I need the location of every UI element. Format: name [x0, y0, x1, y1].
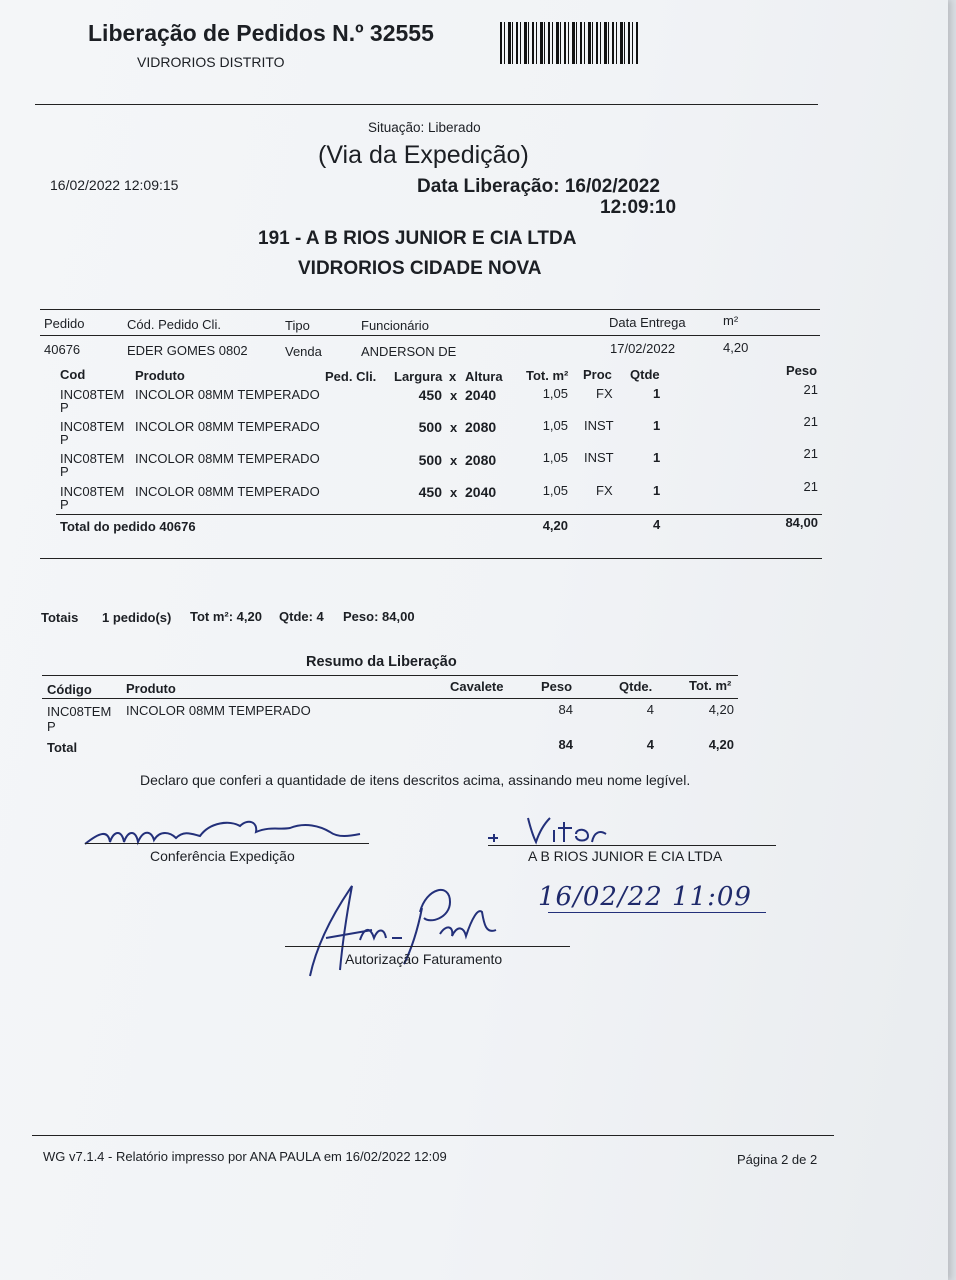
col-ped-cli: Ped. Cli.: [325, 369, 377, 384]
declaration-text: Declaro que conferi a quantidade de itens descritos acima, assinando meu nome legível.: [140, 772, 691, 788]
footer-page: Página 2 de 2: [737, 1152, 818, 1167]
item-altura: 2040: [465, 484, 497, 500]
order-top-line: [40, 309, 820, 310]
item-qtde: 1: [653, 483, 661, 498]
item-largura: 500: [418, 452, 442, 468]
order-total-peso: 84,00: [785, 515, 818, 530]
col-cod: Cod: [60, 367, 86, 382]
value-funcionario: ANDERSON DE: [361, 344, 457, 359]
summary-col-tot-m2: Tot. m²: [689, 678, 732, 693]
summary-col-cavalete: Cavalete: [450, 679, 504, 694]
item-proc: INST: [584, 418, 614, 433]
item-x: x: [450, 485, 458, 500]
summary-produto: INCOLOR 08MM TEMPERADO: [126, 703, 311, 718]
item-tot-m2: 1,05: [542, 386, 568, 401]
totals-label: Totais: [41, 610, 79, 625]
item-tot-m2: 1,05: [542, 418, 568, 433]
summary-total-peso: 84: [558, 737, 573, 752]
item-cod-cont: P: [60, 400, 69, 415]
conferencia-signature: [80, 812, 380, 852]
label-funcionario: Funcionário: [361, 318, 429, 333]
footer-report: WG v7.1.4 - Relatório impresso por ANA PAULA em 16/02/2022 12:09: [43, 1149, 447, 1164]
summary-col-peso: Peso: [541, 679, 573, 694]
label-tipo: Tipo: [285, 318, 310, 333]
item-proc: FX: [596, 483, 613, 498]
release-date: Data Liberação: 16/02/2022: [417, 176, 660, 197]
label-pedido: Pedido: [44, 316, 85, 331]
date-underline: [548, 912, 766, 913]
summary-title: Resumo da Liberação: [306, 654, 457, 670]
item-peso: 21: [803, 446, 818, 461]
item-tot-m2: 1,05: [542, 483, 568, 498]
summary-qtde: 4: [646, 702, 654, 717]
item-altura: 2080: [465, 452, 497, 468]
value-pedido: 40676: [44, 342, 81, 357]
summary-peso: 84: [558, 702, 573, 717]
document-title: Liberação de Pedidos N.º 32555: [88, 20, 434, 46]
order-header-line: [40, 335, 820, 336]
item-qtde: 1: [653, 450, 661, 465]
item-largura: 500: [418, 419, 442, 435]
item-cod: INC08TEM: [60, 387, 125, 402]
autorizacao-label: Autorização Faturamento: [345, 951, 503, 967]
order-total-m2: 4,20: [542, 518, 568, 533]
footer-line: [32, 1135, 834, 1136]
col-peso: Peso: [786, 363, 818, 378]
totals-pedidos: 1 pedido(s): [102, 610, 172, 625]
col-proc: Proc: [583, 367, 612, 382]
client-signature: [480, 808, 620, 848]
item-x: x: [450, 420, 458, 435]
summary-col-codigo: Código: [47, 682, 92, 697]
status-text: Situação: Liberado: [368, 120, 481, 135]
summary-cod: INC08TEM: [47, 704, 112, 719]
label-cod-pedido-cli: Cód. Pedido Cli.: [127, 317, 221, 332]
conferencia-line: [85, 843, 369, 844]
order-total-label: Total do pedido 40676: [60, 519, 196, 534]
copy-type: (Via da Expedição): [318, 141, 529, 169]
item-cod-cont: P: [60, 464, 69, 479]
item-produto: INCOLOR 08MM TEMPERADO: [135, 484, 320, 499]
col-produto: Produto: [135, 368, 185, 383]
label-data-entrega: Data Entrega: [609, 315, 686, 330]
item-qtde: 1: [653, 386, 661, 401]
item-proc: FX: [596, 386, 613, 401]
print-datetime: 16/02/2022 12:09:15: [50, 177, 179, 193]
summary-col-produto: Produto: [126, 681, 176, 696]
item-cod-cont: P: [60, 432, 69, 447]
header-divider: [35, 104, 818, 105]
summary-total-m2: 4,20: [708, 737, 734, 752]
barcode: [500, 22, 638, 64]
client-sign-line: [488, 845, 776, 846]
item-peso: 21: [803, 414, 818, 429]
item-peso: 21: [803, 479, 818, 494]
summary-total-label: Total: [47, 740, 78, 755]
col-largura: Largura: [394, 369, 443, 384]
col-qtde: Qtde: [630, 367, 660, 382]
item-x: x: [450, 453, 458, 468]
item-largura: 450: [418, 484, 442, 500]
totals-m2: Tot m²: 4,20: [190, 609, 262, 624]
summary-cod-cont: P: [47, 719, 56, 734]
item-peso: 21: [803, 382, 818, 397]
item-cod: INC08TEM: [60, 419, 125, 434]
item-cod: INC08TEM: [60, 451, 125, 466]
summary-tot-m2: 4,20: [708, 702, 734, 717]
item-cod: INC08TEM: [60, 484, 125, 499]
label-m2: m²: [723, 313, 739, 328]
conferencia-label: Conferência Expedição: [150, 848, 295, 864]
item-proc: INST: [584, 450, 614, 465]
value-data-entrega: 17/02/2022: [610, 341, 676, 356]
summary-top-line: [42, 675, 738, 676]
value-tipo: Venda: [285, 344, 322, 359]
autorizacao-line: [285, 946, 570, 947]
item-qtde: 1: [653, 418, 661, 433]
client-branch: VIDRORIOS CIDADE NOVA: [298, 258, 542, 279]
col-x: x: [449, 369, 457, 384]
release-time: 12:09:10: [600, 197, 677, 218]
value-cod-pedido-cli: EDER GOMES 0802: [127, 343, 248, 358]
col-tot-m2: Tot. m²: [526, 368, 569, 383]
item-largura: 450: [418, 387, 442, 403]
col-altura: Altura: [465, 369, 503, 384]
item-produto: INCOLOR 08MM TEMPERADO: [135, 387, 320, 402]
totals-peso: Peso: 84,00: [343, 609, 415, 624]
item-x: x: [450, 388, 458, 403]
handwritten-date: 16/02/22 11:09: [538, 882, 752, 912]
value-m2: 4,20: [723, 340, 749, 355]
client-sign-label: A B RIOS JUNIOR E CIA LTDA: [528, 848, 723, 864]
summary-total-qtde: 4: [646, 737, 654, 752]
item-tot-m2: 1,05: [542, 450, 568, 465]
item-produto: INCOLOR 08MM TEMPERADO: [135, 451, 320, 466]
company-name: VIDRORIOS DISTRITO: [137, 54, 285, 70]
order-bottom-line: [40, 558, 822, 559]
item-cod-cont: P: [60, 497, 69, 512]
order-total-line: [56, 514, 822, 515]
summary-col-qtde: Qtde.: [619, 679, 653, 694]
item-altura: 2080: [465, 419, 497, 435]
order-total-qtde: 4: [653, 517, 661, 532]
item-produto: INCOLOR 08MM TEMPERADO: [135, 419, 320, 434]
totals-qtde: Qtde: 4: [279, 609, 324, 624]
client-name: 191 - A B RIOS JUNIOR E CIA LTDA: [258, 228, 577, 249]
summary-header-line: [42, 698, 738, 699]
item-altura: 2040: [465, 387, 497, 403]
